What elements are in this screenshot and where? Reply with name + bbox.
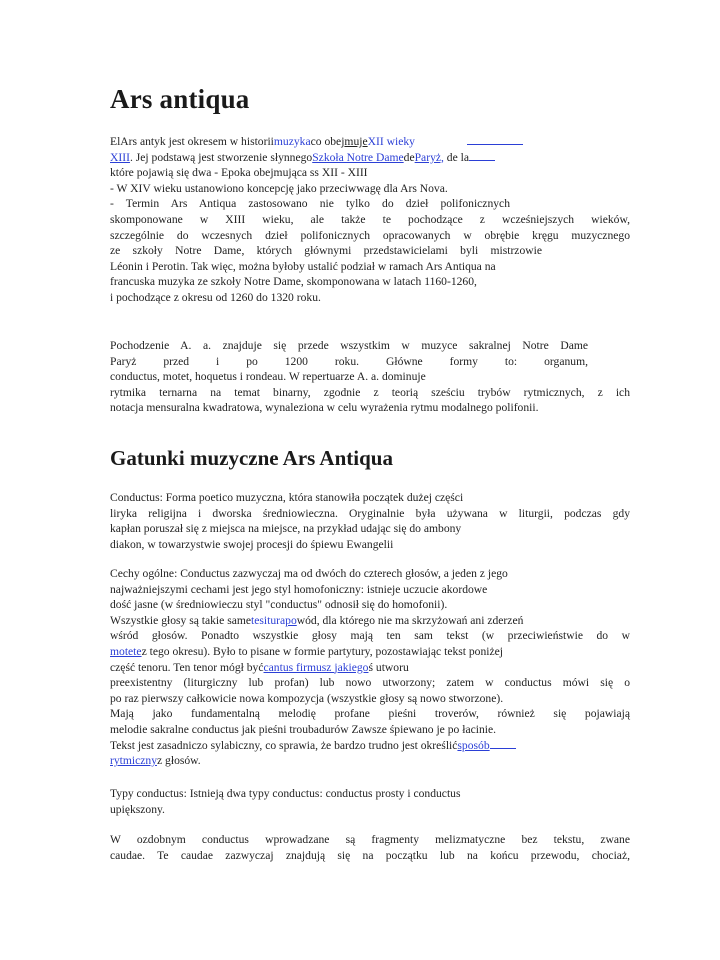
conductus-paragraph [110, 490, 630, 552]
text-run: z głosów. [157, 754, 201, 768]
text-run: z tego okresu). Było to pisane w formie partytury, pozostawiając tekst poniżej [141, 644, 504, 658]
text-run: co obej [310, 135, 345, 148]
text-line [110, 644, 630, 660]
text-run: ElArs antyk jest okresem w historii [110, 135, 274, 148]
origin-paragraph [110, 338, 630, 416]
text-line [110, 738, 630, 754]
text-line: które pojawią się dwa - Epoka obejmująca ss XII - XIII [110, 166, 368, 180]
text-line: caudae. Te caudae zazwyczaj znajdują się na początku lub na końcu przewodu, chociaż, [110, 848, 630, 862]
text-line: Conductus: Forma poetico muzyczna, która stanowiła początek dużej części [110, 491, 464, 504]
link-szkola-notre-dame[interactable]: Szkoła Notre Dame [312, 150, 404, 164]
text-line: po raz pierwszy całkowicie nowa kompozycja (wszystkie głosy są nowo stworzone). [110, 691, 504, 705]
text-line: notacja mensuralna kwadratowa, wynaleziona w celu wyrażenia rytmu modalnego polifonii. [110, 401, 539, 415]
text-line: upiększony. [110, 802, 165, 816]
text-run: Wszystkie głosy są takie same [110, 613, 252, 627]
link-muzyka[interactable]: muzyka [273, 135, 311, 148]
text-run: wód, dla którego nie ma skrzyżowań ani zderzeń [296, 613, 524, 627]
intro-paragraph [110, 134, 630, 306]
text-line: liryka religijna i dworska średniowieczna. Oryginalnie była używana w liturgii, podczas gdy [110, 506, 630, 520]
text-line [110, 660, 630, 676]
text-line: skomponowane w XIII wieku, ale także te pochodzące z wcześniejszych wieków, [110, 212, 630, 226]
text-line: Paryż przed i po 1200 roku. Główne formy to: organum, [110, 354, 588, 368]
text-line: melodie sakralne conductus jak pieśni troubadurów Zawsze śpiewano je po łacinie. [110, 722, 497, 736]
text-line: conductus, motet, hoquetus i rondeau. W repertuarze A. a. dominuje [110, 370, 426, 384]
link-blank[interactable] [467, 144, 523, 145]
text-run: de [403, 150, 415, 164]
text-line: rytmika ternarna na temat binarny, zgodnie z teorią sześciu trybów rytmicznych, z ich [110, 385, 630, 399]
text-run: de la [443, 150, 470, 164]
text-line: preexistentny (liturgiczny lub profan) lub nowo utworzony; zatem w conductus mówi się o [110, 676, 630, 690]
text-run: Tekst jest zasadniczo sylabiczny, co sprawia, że bardzo trudno jest określić [110, 738, 458, 752]
link-blank[interactable] [469, 160, 495, 161]
link-motete[interactable]: motete [110, 644, 142, 658]
text-line [110, 613, 630, 629]
text-line: Mają jako fundamentalną melodię profane pieśni troverów, również się pojawiają [110, 707, 630, 721]
link-rytmiczny[interactable]: rytmiczny [110, 754, 158, 768]
text-line: wśród głosów. Ponadto wszystkie głosy mają ten sam tekst (w przeciwieństwie do w [110, 629, 630, 643]
link-blank[interactable] [490, 748, 516, 749]
link-po[interactable]: po [285, 613, 297, 627]
text-line: Léonin i Perotin. Tak więc, można byłoby ustalić podział w ramach Ars Antiqua na [110, 259, 496, 273]
text-line: Pochodzenie A. a. znajduje się przede wszystkim w muzyce sakralnej Notre Dame [110, 339, 588, 352]
text-line: - Termin Ars Antiqua zastosowano nie tylko do dzieł polifonicznych [110, 197, 510, 211]
ornate-paragraph [110, 832, 630, 863]
link-tesitura[interactable]: tesitura [251, 613, 286, 627]
text-line: W ozdobnym conductus wprowadzane są fragmenty melizmatyczne bez tekstu, zwane [110, 833, 630, 846]
text-run: muje [344, 135, 368, 148]
text-line: najważniejszymi cechami jest jego styl homofoniczny: istnieje uczucie akordowe [110, 582, 488, 596]
link-sposob[interactable]: sposób [457, 738, 490, 752]
text-line: szczególnie do wczesnych dzieł polifonicznych opracowanych w obrębie kręgu muzycznego [110, 228, 630, 242]
link-paryz[interactable]: Paryż, [414, 150, 444, 164]
text-line: - W XIV wieku ustanowiono koncepcję jako przeciwwagę dla Ars Nova. [110, 181, 448, 195]
text-run: ś utworu [368, 660, 409, 674]
text-line: i pochodzące z okresu od 1260 do 1320 roku. [110, 290, 321, 304]
text-run: część tenoru. Ten tenor mógł być [110, 660, 264, 674]
text-line: Typy conductus: Istnieją dwa typy conductus: conductus prosty i conductus [110, 787, 461, 800]
text-line: ze szkoły Notre Dame, których głównymi przedstawicielami byli mistrzowie [110, 244, 542, 258]
link-xii-wieky[interactable]: XII wieky [367, 135, 415, 148]
text-line: dość jasne (w średniowieczu styl "conductus" odnosił się do homofonii). [110, 598, 448, 612]
text-line: francuska muzyka ze szkoły Notre Dame, skomponowana w latach 1160-1260, [110, 275, 477, 289]
link-cantus-firmus[interactable]: cantus firmusz jakiego [263, 660, 369, 674]
text-run: . Jej podstawą jest stworzenie słynnego [129, 150, 313, 164]
text-line [110, 134, 630, 150]
text-line: kapłan poruszał się z miejsca na miejsce, na przykład udając się do ambony [110, 522, 462, 536]
text-line [110, 150, 630, 166]
text-line: Cechy ogólne: Conductus zazwyczaj ma od dwóch do czterech głosów, a jeden z jego [110, 567, 508, 580]
page-title: Ars antiqua [110, 84, 250, 114]
section-heading: Gatunki muzyczne Ars Antiqua [110, 446, 393, 470]
features-paragraph [110, 566, 630, 769]
text-line: diakon, w towarzystwie swojej procesji do śpiewu Ewangelii [110, 537, 394, 551]
link-xiii[interactable]: XIII [110, 150, 130, 164]
text-line [110, 753, 630, 769]
types-paragraph [110, 786, 630, 817]
